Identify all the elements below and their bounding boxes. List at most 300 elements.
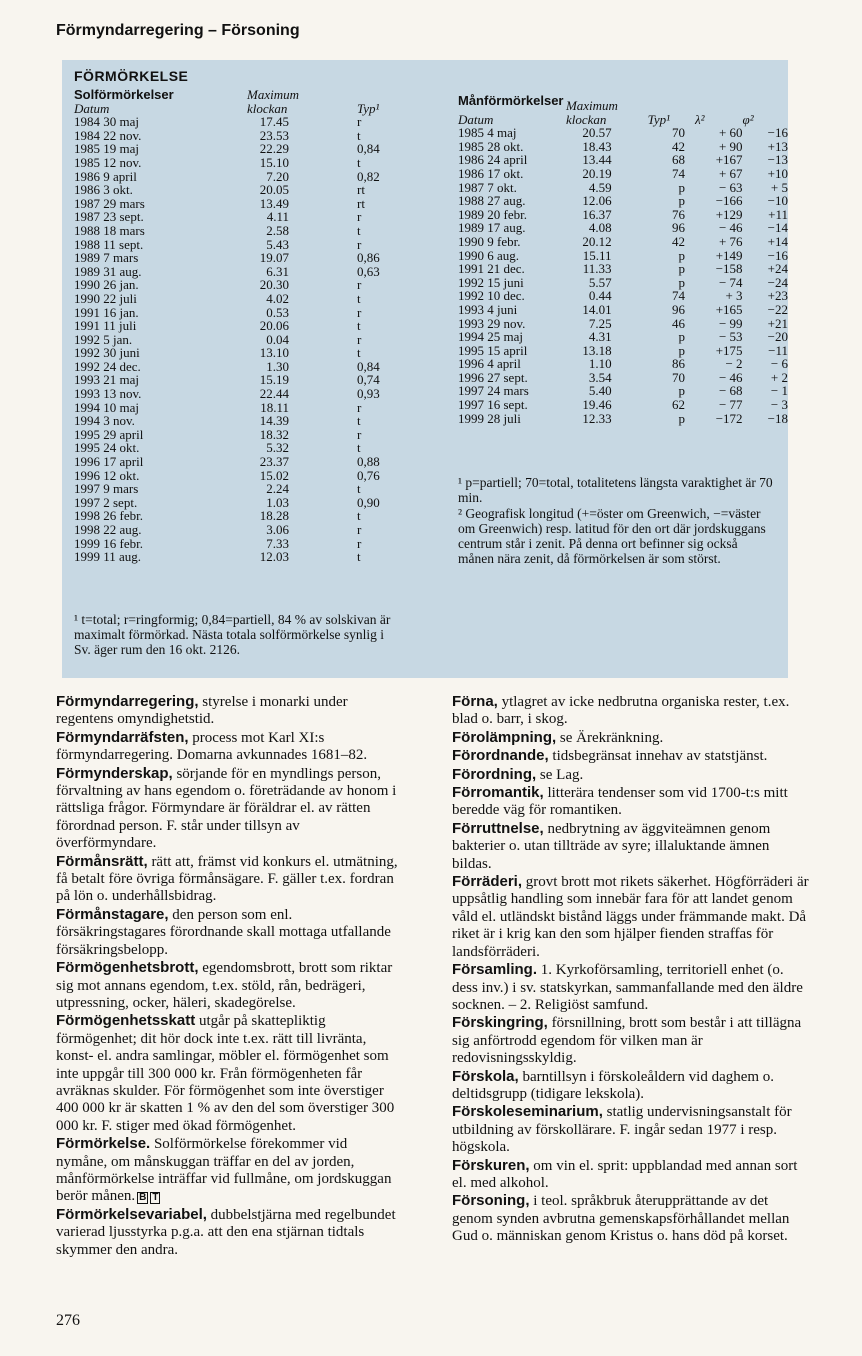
- lunar-time: 16.37: [582, 206, 612, 222]
- lunar-type: p: [678, 247, 685, 263]
- lunar-row: [458, 181, 788, 195]
- solar-time: 18.32: [259, 426, 289, 442]
- lunar-time: 1.10: [588, 356, 612, 372]
- lunar-type: 86: [672, 356, 685, 372]
- solar-date: 1996 12 okt.: [74, 467, 140, 483]
- solar-time: 6.31: [266, 263, 289, 279]
- lunar-type: 42: [672, 233, 685, 249]
- solar-type: t: [357, 345, 361, 361]
- entry-term: Förskingring,: [452, 1014, 548, 1032]
- entry-term: Förmånsrätt,: [56, 852, 148, 870]
- lunar-row: [458, 208, 788, 222]
- lunar-time: 20.12: [582, 233, 612, 249]
- solar-date: 1987 23 sept.: [74, 209, 144, 225]
- lunar-latitude: + 2: [770, 369, 788, 385]
- lunar-row: [458, 153, 788, 167]
- lunar-longitude: −172: [715, 410, 743, 426]
- lunar-longitude: +175: [715, 342, 743, 358]
- solar-subtitle: Solförmörkelser: [74, 87, 174, 102]
- solar-row: [74, 441, 417, 455]
- lunar-date: 1997 24 mars: [458, 383, 529, 399]
- lunar-time: 4.59: [588, 179, 612, 195]
- solar-row: [74, 156, 417, 170]
- lunar-latitude: +10: [767, 165, 788, 181]
- lunar-time: 14.01: [582, 301, 612, 317]
- lunar-longitude: −166: [715, 193, 743, 209]
- solar-time: 20.06: [259, 318, 289, 334]
- lunar-time: 13.44: [582, 152, 612, 168]
- lunar-eclipse-table: [458, 94, 788, 425]
- entry-term: Förmyndarräfsten,: [56, 728, 189, 746]
- entry-text: om vin el. sprit: uppblandad med annan sort el. med alkohol.: [452, 1157, 798, 1191]
- entry-term: Förolämpning,: [452, 728, 557, 746]
- entry: [56, 765, 402, 853]
- lunar-longitude: + 60: [718, 125, 743, 141]
- lunar-row: [458, 167, 788, 181]
- entry-text: egendomsbrott, brott som riktar sig mot annans egendom, t.ex. stöld, rån, bedrägeri, utpressning, ocker, häleri, skadegörelse.: [56, 960, 393, 1011]
- solar-eclipse-table: [74, 88, 417, 564]
- lunar-date: 1994 25 maj: [458, 329, 523, 345]
- lunar-type: 70: [672, 125, 685, 141]
- lunar-longitude: +149: [715, 247, 743, 263]
- lunar-date: 1996 27 sept.: [458, 369, 528, 385]
- entry-text: litterära tendenser som vid 1700-t:s mitt beredde väg för romantiken.: [452, 785, 788, 819]
- lunar-longitude: + 90: [718, 138, 743, 154]
- solar-time: 0.53: [266, 304, 289, 320]
- lunar-footnote-2: ² Geografisk longitud (+=öster om Greenwich, −=väster om Greenwich) resp. latitud för den ort där jordskuggans centrum står i zenit. På denna ort befinner sig också månen nära zenit, då förmörkelsen är som störst.: [458, 506, 766, 566]
- solar-time: 7.33: [266, 535, 289, 551]
- lunar-latitude: − 6: [770, 356, 788, 372]
- entry-term: Förskoleseminarium,: [452, 1103, 603, 1121]
- entry-term: Förräderi,: [452, 873, 523, 891]
- solar-row: [74, 170, 417, 184]
- solar-type: t: [357, 127, 361, 143]
- lunar-time: 20.57: [582, 125, 612, 141]
- solar-date: 1985 19 maj: [74, 141, 139, 157]
- solar-type: t: [357, 481, 361, 497]
- solar-header-datum: [74, 88, 247, 115]
- solar-type: t: [357, 413, 361, 429]
- solar-date: 1991 11 juli: [74, 318, 137, 334]
- entry: [452, 747, 810, 765]
- entry-term: Förmörkelsevariabel,: [56, 1205, 207, 1223]
- solar-row: [74, 455, 417, 469]
- lunar-latitude: −18: [767, 410, 788, 426]
- lunar-longitude: + 76: [718, 233, 743, 249]
- lunar-type: 74: [672, 165, 685, 181]
- solar-date: 1992 24 dec.: [74, 358, 141, 374]
- lunar-date: 1992 15 juni: [458, 274, 524, 290]
- lunar-latitude: +24: [767, 261, 788, 277]
- solar-time: 3.06: [266, 522, 289, 537]
- entry-term: Förromantik,: [452, 784, 544, 802]
- lunar-row: [458, 317, 788, 331]
- solar-date: 1990 22 juli: [74, 290, 137, 306]
- solar-row: [74, 197, 417, 211]
- lunar-time: 5.40: [588, 383, 612, 399]
- lunar-time: 7.25: [588, 315, 612, 331]
- solar-time: 18.11: [260, 399, 289, 415]
- solar-type: t: [357, 222, 361, 238]
- solar-footnote: ¹ t=total; r=ringformig; 0,84=partiell, 84 % av solskivan är maximalt förmörkad. Nästa totala solförmörkelse synlig i Sv. äger rum den 16 okt. 2126.: [74, 612, 391, 657]
- lunar-longitude: − 2: [725, 356, 743, 372]
- solar-row: [74, 306, 417, 320]
- lunar-type: 62: [672, 397, 685, 413]
- page-number: 276: [56, 1312, 80, 1329]
- entry-text: Solförmörkelse förekommer vid nymåne, om månskuggan träffar en del av jorden, månförmörkelse inträffar vid fullmåne, om jordskuggan berör månen.: [56, 1136, 392, 1205]
- lunar-time: 12.33: [582, 410, 612, 426]
- solar-date: 1994 3 nov.: [74, 413, 135, 429]
- lunar-row: [458, 412, 788, 426]
- solar-row: [74, 550, 417, 564]
- solar-time: 20.05: [259, 182, 289, 198]
- solar-type: 0,76: [357, 467, 380, 483]
- lunar-latitude: −11: [768, 342, 788, 358]
- entry-text: i teol. språkbruk återupprättande av det genom synden avbrutna gemenskapsförhållandet mellan Gud o. människan genom Kristus o. hans död på korset.: [452, 1193, 790, 1245]
- lunar-row: [458, 140, 788, 154]
- lunar-time: 18.43: [582, 138, 612, 154]
- lunar-date: 1991 21 dec.: [458, 261, 525, 277]
- lunar-col-max-1: Maximum: [565, 98, 618, 113]
- solar-time: 1.03: [266, 494, 289, 510]
- lunar-time: 5.57: [588, 274, 612, 290]
- lunar-type: p: [678, 383, 685, 399]
- solar-row: [74, 482, 417, 496]
- lunar-row: [458, 276, 788, 290]
- lunar-date: 1985 4 maj: [458, 125, 517, 141]
- solar-type: t: [357, 154, 361, 170]
- entry: [56, 1135, 402, 1206]
- solar-type: 0,86: [357, 250, 380, 266]
- entries-right-column: [452, 693, 810, 1246]
- entry: [452, 1014, 810, 1067]
- lunar-time: 4.08: [588, 220, 612, 236]
- lunar-date: 1988 27 aug.: [458, 193, 526, 209]
- entry: [56, 1012, 402, 1135]
- solar-row: [74, 115, 417, 129]
- solar-time: 12.03: [259, 549, 289, 565]
- solar-time: 2.24: [266, 481, 289, 497]
- lunar-latitude: +13: [767, 138, 788, 154]
- lunar-date: 1993 4 juni: [458, 301, 518, 317]
- solar-time: 0.04: [266, 331, 289, 347]
- lunar-row: [458, 289, 788, 303]
- lunar-date: 1986 17 okt.: [458, 165, 524, 181]
- solar-time: 23.37: [259, 454, 289, 470]
- lunar-date: 1993 29 nov.: [458, 315, 526, 331]
- lunar-subtitle: Månförmörkelser: [458, 93, 564, 108]
- solar-row: [74, 319, 417, 333]
- solar-row: [74, 373, 417, 387]
- lunar-latitude: −22: [767, 301, 788, 317]
- solar-row: [74, 142, 417, 156]
- page-header-title: Förmyndarregering – Försoning: [56, 22, 300, 39]
- solar-date: 1994 10 maj: [74, 399, 139, 415]
- solar-type: 0,90: [357, 494, 380, 510]
- lunar-type: p: [678, 274, 685, 290]
- lunar-type: 46: [672, 315, 685, 331]
- entry-text: statlig undervisningsanstalt för utbildning av förskollärare. F. ingår sedan 1977 i resp. högskola.: [452, 1104, 792, 1156]
- solar-type: t: [357, 440, 361, 456]
- lunar-type: 96: [672, 301, 685, 317]
- lunar-row: [458, 357, 788, 371]
- solar-date: 1997 9 mars: [74, 481, 139, 497]
- solar-type: r: [357, 209, 362, 225]
- solar-date: 1995 24 okt.: [74, 440, 140, 456]
- solar-row: [74, 333, 417, 347]
- lunar-type: p: [678, 179, 685, 195]
- lunar-date: 1985 28 okt.: [458, 138, 524, 154]
- lunar-row: [458, 249, 788, 263]
- entry-text: barntillsyn i förskoleåldern vid daghem o. deltidsgrupp (tidigare lekskola).: [452, 1068, 775, 1102]
- solar-type: t: [357, 549, 361, 565]
- eclipse-table-box: [62, 60, 788, 678]
- box-title: FÖRMÖRKELSE: [74, 68, 189, 84]
- solar-row: [74, 251, 417, 265]
- lunar-longitude: − 46: [718, 369, 743, 385]
- lunar-latitude: +11: [768, 206, 788, 222]
- lunar-latitude: −13: [767, 152, 788, 168]
- solar-date: 1992 30 juni: [74, 345, 140, 361]
- solar-date: 1990 26 jan.: [74, 277, 139, 293]
- lunar-type: p: [678, 329, 685, 345]
- lunar-date: 1992 10 dec.: [458, 288, 525, 304]
- lunar-time: 3.54: [588, 369, 612, 385]
- entry-term: Förmögenhetsskatt: [56, 1012, 196, 1030]
- lunar-longitude: +129: [715, 206, 743, 222]
- entry: [452, 1103, 810, 1156]
- entry-term: Förruttnelse,: [452, 819, 544, 837]
- lunar-longitude: − 77: [718, 397, 743, 413]
- entry-term: Förordning,: [452, 765, 537, 783]
- solar-type: 0,74: [357, 372, 380, 388]
- lunar-row: [458, 221, 788, 235]
- lunar-date: 1990 9 febr.: [458, 233, 521, 249]
- solar-date: 1995 29 april: [74, 426, 144, 442]
- lunar-longitude: − 63: [718, 179, 743, 195]
- solar-type: 0,84: [357, 141, 380, 157]
- lunar-longitude: + 3: [725, 288, 743, 304]
- entries-left-column: [56, 693, 402, 1259]
- entry-text: tidsbegränsat innehav av statstjänst.: [548, 748, 768, 765]
- lunar-date: 1986 24 april: [458, 152, 528, 168]
- entry: [452, 820, 810, 873]
- solar-time: 15.19: [259, 372, 289, 388]
- entry-text: försnillning, brott som består i att tillägna sig anförtrodd egendom för vilken man är redovisningsskyldig.: [452, 1015, 802, 1067]
- entry-text: utgår på skattepliktig förmögenhet; dit hör dock inte t.ex. rätt till livränta, konst- el. andra samlingar, möbler el. förmögenhet som inte uppgår till 300 000 kr. Från förmögenheten får avräknas skulder. För förmögenhet som inte överstiger 400 000 kr är skatten 1 % av den del som överstiger 300 000 kr. F. stiger med ökad förmögenhet.: [56, 1013, 395, 1134]
- entry-term: Försoning,: [452, 1192, 530, 1210]
- entry: [452, 1192, 810, 1245]
- solar-time: 22.29: [259, 141, 289, 157]
- cross-reference-badge: T: [152, 1192, 159, 1204]
- entry: [452, 784, 810, 820]
- entry: [56, 729, 402, 765]
- lunar-date: 1995 15 april: [458, 342, 528, 358]
- lunar-type: p: [678, 193, 685, 209]
- solar-type: 0,88: [357, 454, 380, 470]
- lunar-row: [458, 303, 788, 317]
- solar-type: r: [357, 522, 362, 537]
- lunar-type: p: [678, 342, 685, 358]
- solar-time: 2.58: [266, 222, 289, 238]
- entry-term: Förmynderskap,: [56, 764, 173, 782]
- lunar-longitude: − 74: [718, 274, 743, 290]
- solar-date: 1998 22 aug.: [74, 522, 142, 537]
- lunar-row: [458, 344, 788, 358]
- entry: [56, 853, 402, 906]
- lunar-col-max-2: klockan: [565, 111, 607, 127]
- solar-type: r: [357, 304, 362, 320]
- solar-col-max-1: Maximum: [247, 87, 299, 102]
- entry: [452, 693, 810, 729]
- entry-text: grovt brott mot rikets säkerhet. Högförräderi är uppsåtlig handling som innebär fara för att landet genom våld el. utländskt bistånd läggs under främmande makt. Då riket är i krig kan den som hjälper fienden straffas för landsförräderi.: [452, 874, 809, 960]
- solar-col-datum: Datum: [74, 100, 110, 116]
- lunar-time: 20.19: [582, 165, 612, 181]
- lunar-row: [458, 371, 788, 385]
- lunar-latitude: +14: [767, 233, 788, 249]
- solar-time: 4.02: [266, 290, 289, 306]
- entry-term: Förmörkelse.: [56, 1135, 151, 1153]
- solar-date: 1997 2 sept.: [74, 494, 138, 510]
- solar-time: 5.43: [266, 236, 289, 252]
- entry-term: Förna,: [452, 693, 498, 710]
- solar-type: t: [357, 508, 361, 524]
- solar-date: 1988 11 sept.: [74, 236, 144, 252]
- solar-time: 5.32: [266, 440, 289, 456]
- solar-type: r: [357, 399, 362, 415]
- solar-date: 1999 11 aug.: [74, 549, 142, 565]
- lunar-row: [458, 194, 788, 208]
- solar-time: 15.02: [259, 467, 289, 483]
- entry-term: Förmånstagare,: [56, 905, 169, 923]
- solar-row: [74, 469, 417, 483]
- solar-time: 13.10: [259, 345, 289, 361]
- lunar-footnote-1: ¹ p=partiell; 70=total, totalitetens längsta varaktighet är 70 min.: [458, 475, 773, 505]
- lunar-date: 1999 28 juli: [458, 410, 521, 426]
- solar-row: [74, 509, 417, 523]
- solar-time: 7.20: [266, 168, 289, 184]
- solar-date: 1986 9 april: [74, 168, 137, 184]
- solar-time: 18.28: [259, 508, 289, 524]
- solar-type: r: [357, 114, 362, 130]
- lunar-longitude: −158: [715, 261, 743, 277]
- lunar-time: 11.33: [582, 261, 612, 277]
- cross-reference-badge: B: [139, 1192, 147, 1204]
- solar-time: 1.30: [266, 358, 289, 374]
- entry-term: Förmögenhetsbrott,: [56, 959, 199, 977]
- lunar-time: 12.06: [582, 193, 612, 209]
- lunar-date: 1989 17 aug.: [458, 220, 526, 236]
- lunar-row: [458, 235, 788, 249]
- solar-date: 1989 31 aug.: [74, 263, 142, 279]
- solar-row: [74, 265, 417, 279]
- lunar-latitude: −20: [767, 329, 788, 345]
- lunar-col-typ: Typ¹: [647, 111, 670, 127]
- solar-row: [74, 238, 417, 252]
- lunar-time: 19.46: [582, 397, 612, 413]
- entry: [452, 1068, 810, 1104]
- lunar-date: 1996 4 april: [458, 356, 521, 372]
- lunar-latitude: −14: [767, 220, 788, 236]
- lunar-latitude: + 5: [770, 179, 788, 195]
- solar-type: r: [357, 426, 362, 442]
- entry-text: 1. Kyrkoförsamling, territoriell enhet (o. dess inv.) i sv. statskyrkan, sammanfallande med den äldre socknen. – 2. Religiöst samfund.: [452, 962, 803, 1013]
- solar-type: t: [357, 318, 361, 334]
- solar-row: [74, 210, 417, 224]
- lunar-type: 96: [672, 220, 685, 236]
- solar-type: r: [357, 331, 362, 347]
- solar-time: 22.44: [259, 386, 289, 402]
- solar-time: 15.10: [259, 154, 289, 170]
- solar-row: [74, 523, 417, 537]
- lunar-time: 0.44: [588, 288, 612, 304]
- lunar-latitude: − 3: [770, 397, 788, 413]
- solar-type: t: [357, 290, 361, 306]
- lunar-longitude: + 67: [718, 165, 743, 181]
- solar-date: 1993 13 nov.: [74, 386, 142, 402]
- solar-row: [74, 537, 417, 551]
- solar-row: [74, 292, 417, 306]
- solar-col-max-2: klockan: [247, 100, 288, 116]
- lunar-latitude: +23: [767, 288, 788, 304]
- entry-text: se Lag.: [536, 766, 584, 783]
- solar-time: 4.11: [266, 209, 289, 225]
- solar-date: 1999 16 febr.: [74, 535, 143, 551]
- entry-text: ytlagret av icke nedbrutna organiska rester, t.ex. blad o. barr, i skog.: [452, 694, 790, 728]
- lunar-time: 15.11: [582, 247, 612, 263]
- lunar-date: 1987 7 okt.: [458, 179, 517, 195]
- lunar-latitude: −16: [767, 125, 788, 141]
- entry-term: Förordnande,: [452, 747, 549, 765]
- lunar-latitude: −24: [767, 274, 788, 290]
- lunar-longitude: +165: [715, 301, 743, 317]
- lunar-header-max: [566, 94, 648, 126]
- lunar-row: [458, 262, 788, 276]
- solar-time: 20.30: [259, 277, 289, 293]
- solar-date: 1986 3 okt.: [74, 182, 133, 198]
- lunar-col-lambda: λ²: [695, 111, 705, 127]
- solar-header-max: [247, 88, 357, 115]
- solar-row: [74, 428, 417, 442]
- solar-time: 23.53: [259, 127, 289, 143]
- solar-col-typ: Typ¹: [357, 100, 380, 116]
- entry: [452, 873, 810, 961]
- lunar-time: 4.31: [588, 329, 612, 345]
- solar-date: 1992 5 jan.: [74, 331, 133, 347]
- solar-date: 1998 26 febr.: [74, 508, 143, 524]
- solar-type: 0,63: [357, 263, 380, 279]
- lunar-date: 1989 20 febr.: [458, 206, 527, 222]
- solar-date: 1993 21 maj: [74, 372, 139, 388]
- entry-term: Förskola,: [452, 1067, 519, 1085]
- solar-row: [74, 224, 417, 238]
- entry: [56, 959, 402, 1012]
- entry-text: den person som enl. försäkringstagares förordnande skall mottaga utfallande försäkringsbelopp.: [56, 906, 391, 958]
- lunar-latitude: +21: [767, 315, 788, 331]
- solar-row: [74, 183, 417, 197]
- solar-row: [74, 360, 417, 374]
- solar-type: r: [357, 236, 362, 252]
- lunar-type: 74: [672, 288, 685, 304]
- lunar-type: 76: [672, 206, 685, 222]
- solar-date: 1988 18 mars: [74, 222, 145, 238]
- entry-text: rätt att, främst vid konkurs el. utmätning, få betalt före övriga förmånsägare. F. gäller t.ex. fordran på lön o. underhållsbidrag.: [56, 853, 398, 905]
- solar-type: r: [357, 277, 362, 293]
- solar-date: 1991 16 jan.: [74, 304, 139, 320]
- solar-date: 1989 7 mars: [74, 250, 139, 266]
- entry-term: Förskuren,: [452, 1156, 530, 1174]
- lunar-col-datum: Datum: [458, 111, 494, 127]
